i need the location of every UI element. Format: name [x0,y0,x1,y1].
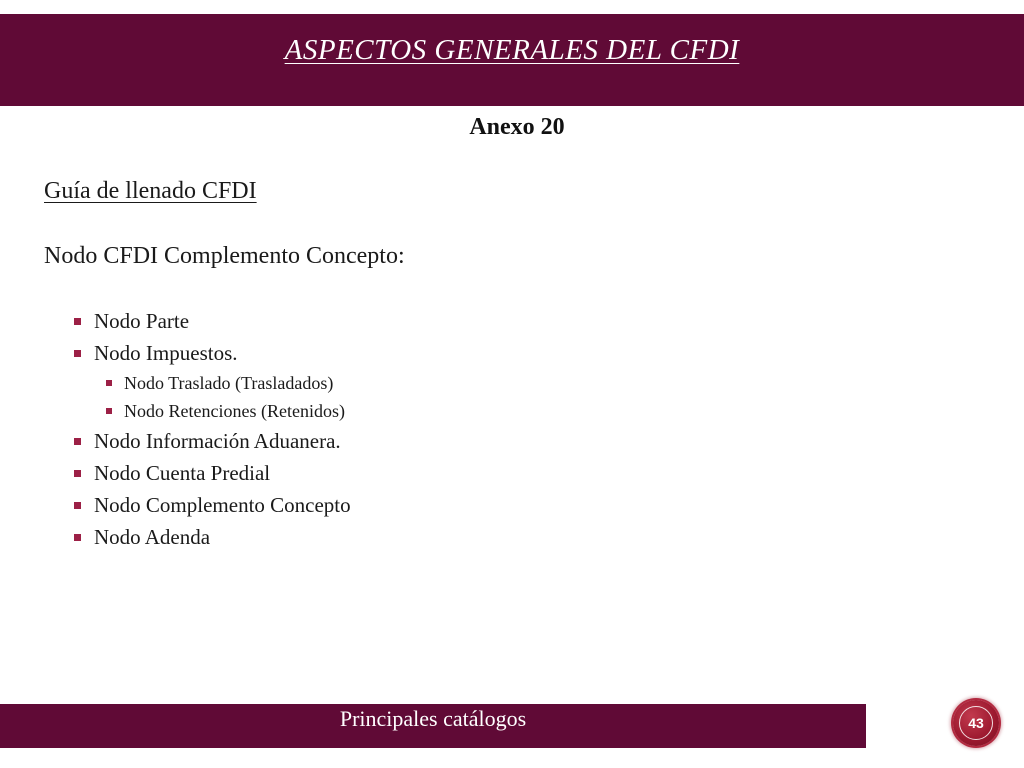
bullet-text: Nodo Parte [94,309,190,333]
square-bullet-icon [106,408,112,414]
section-heading: Guía de llenado CFDI [44,178,257,204]
footer-text: Principales catálogos [339,706,527,731]
bullet-list [74,308,351,556]
square-bullet-icon [74,438,81,445]
bullet-item [74,492,351,518]
slide-subtitle: Anexo 20 [469,114,565,140]
square-bullet-icon [74,318,81,325]
bullet-item [74,460,351,486]
bullet-text: Nodo Información Aduanera. [94,429,341,453]
square-bullet-icon [74,350,81,357]
square-bullet-icon [74,502,81,509]
square-bullet-icon [106,380,112,386]
slide-title: ASPECTOS GENERALES DEL CFDI [284,34,740,66]
bullet-text: Nodo Traslado (Trasladados) [124,373,334,393]
bullet-text: Nodo Cuenta Predial [94,461,271,485]
square-bullet-icon [74,470,81,477]
sub-bullet-item [106,400,351,422]
bullet-item [74,428,351,454]
bullet-item [74,524,351,550]
page-number-badge [953,700,999,746]
sub-bullet-item [106,372,351,394]
bullet-item [74,340,351,366]
bullet-text: Nodo Impuestos. [94,341,238,365]
square-bullet-icon [74,534,81,541]
bullet-text: Nodo Complemento Concepto [94,493,351,517]
bullet-item [74,308,351,334]
bullet-text: Nodo Adenda [94,525,211,549]
bullet-text: Nodo Retenciones (Retenidos) [124,401,345,421]
node-heading: Nodo CFDI Complemento Concepto: [44,243,405,269]
page-number: 43 [968,715,984,731]
